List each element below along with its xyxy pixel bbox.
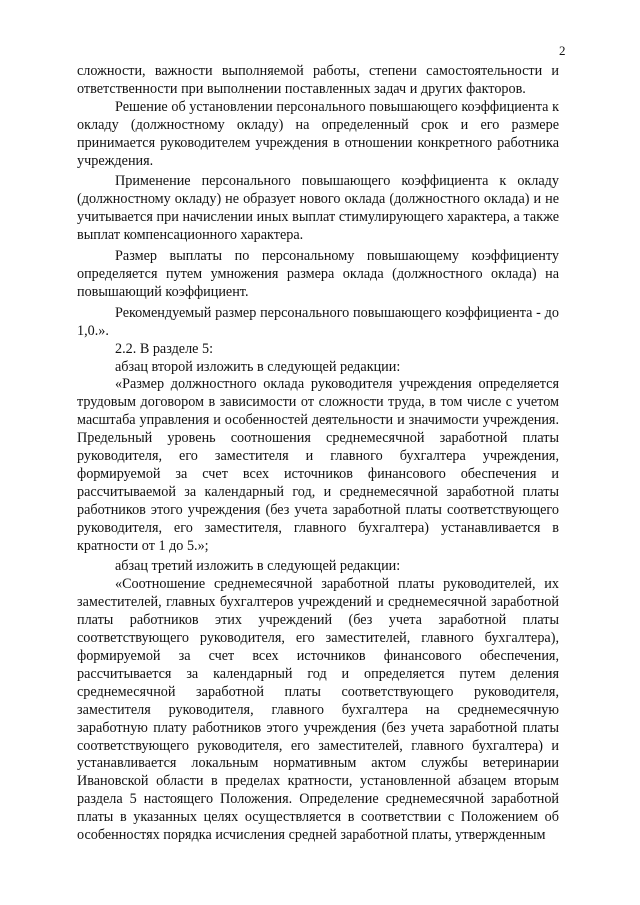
paragraph-continuation: сложности, важности выполняемой работы, степени самостоятельности и ответственности при выполнении поставленных задач и других факторов.: [77, 63, 559, 97]
paragraph-second-abzac-intro: абзац второй изложить в следующей редакции:: [115, 358, 401, 375]
paragraph-recommended: Рекомендуемый размер персонального повышающего коэффициента - до 1,0.».: [77, 304, 559, 339]
page-number: 2: [559, 43, 566, 58]
paragraph-application: Применение персонального повышающего коэффициента к окладу (должностному окладу) не образует нового оклада (должностного оклада) и не учитывается при начислении иных выплат стимулирующего характера, а также выплат компенсационного характера.: [77, 173, 559, 244]
paragraph-third-abzac-intro: абзац третий изложить в следующей редакции:: [115, 558, 401, 575]
paragraph-section-heading: 2.2. В разделе 5:: [115, 340, 214, 357]
paragraph-salary-ratio: «Соотношение среднемесячной заработной платы руководителей, их заместителей, главных бухгалтеров учреждений и среднемесячной заработной платы работников этих учреждений (без учета заработной платы соответствующего руководителя, его заместителей, главного бухгалтера), формируемой за счет всех источников финансового обеспечения, рассчитывается за календарный год и определяется путем деления среднемесячной заработной платы соответствующего руководителя, заместителя руководителя, главного бухгалтера на среднемесячную заработную плату работников этого учреждения (без учета заработной платы соответствующего руководителя, его заместителей, главного бухгалтера) и устанавливается локальным нормативным актом службы ветеринарии Ивановской области в пределах кратности, установленной абзацем вторым раздела 5 настоящего Положения. Определение среднемесячной заработной платы в указанных целях осуществляется в соответствии с Положением об особенностях порядка исчисления средней заработной платы, утвержденным: [77, 576, 559, 844]
document-body: [77, 63, 559, 845]
paragraph-decision: Решение об установлении персонального повышающего коэффициента к окладу (должностному окладу) на определенный срок и его размере принимается руководителем учреждения в отношении конкретного работника учреждения.: [77, 98, 559, 169]
paragraph-director-salary: «Размер должностного оклада руководителя учреждения определяется трудовым договором в зависимости от сложности труда, в том числе с учетом масштаба управления и особенностей деятельности и значимости учреждения. Предельный уровень соотношения среднемесячной заработной платы руководителя, его заместителя и главного бухгалтера учреждения, формируемой за счет всех источников финансового обеспечения и рассчитываемой за календарный год, и среднемесячной заработной платы работников этого учреждения (без учета заработной платы соответствующего руководителя, его заместителя, главного бухгалтера) устанавливается в кратности от 1 до 5.»;: [77, 376, 559, 554]
paragraph-payment-size: Размер выплаты по персональному повышающему коэффициенту определяется путем умножения размера оклада (должностного оклада) на повышающий коэффициент.: [77, 248, 559, 300]
